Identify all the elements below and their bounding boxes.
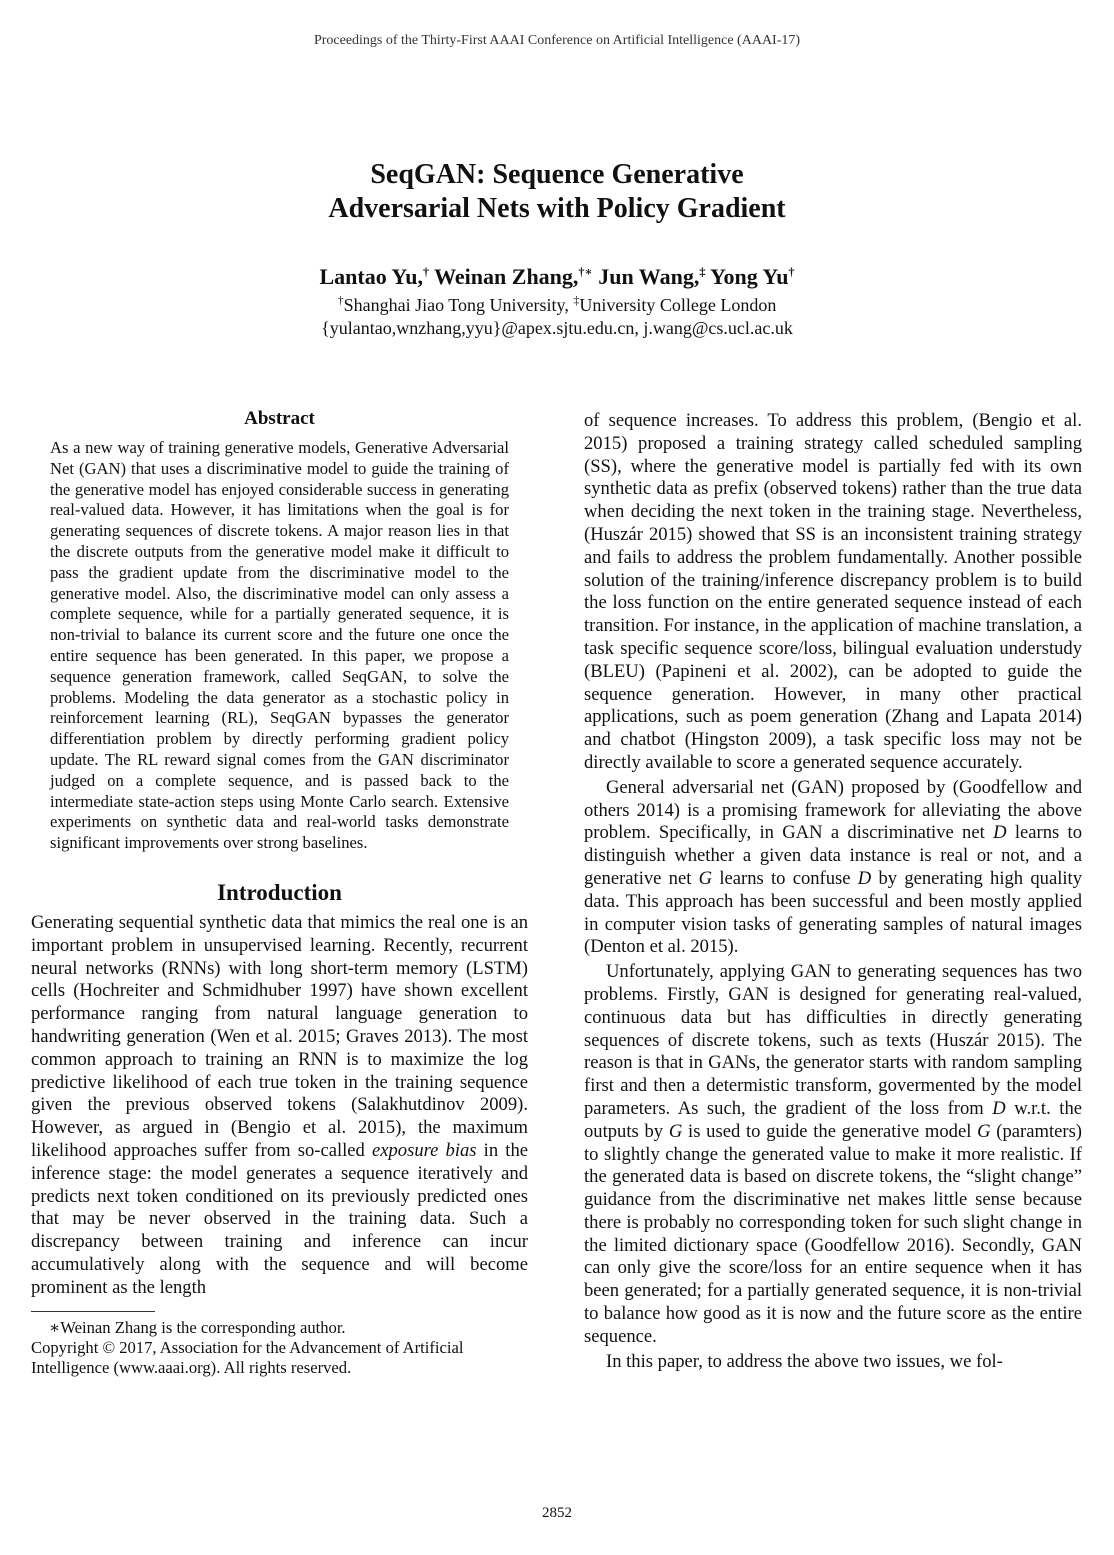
paper-title (0, 158, 1114, 226)
text-run: General adversarial net (GAN) proposed by (Goodfellow and others 2014) is a promising framework for alleviating the above problem. Specifically, in GAN a discriminative net (584, 776, 1082, 844)
math-symbol: D (857, 867, 872, 889)
math-symbol: G (698, 867, 713, 889)
running-head: Proceedings of the Thirty-First AAAI Conference on Artificial Intelligence (AAAI-17) (313, 33, 801, 48)
affiliation-mark: ‡ (573, 293, 580, 307)
body-paragraph (584, 961, 1082, 1349)
text-run: Unfortunately, applying GAN to generating sequences has two problems. Firstly, GAN is designed for generating real-valued, continuous data but has difficulties in directly generating sequences of discrete tokens, such as texts (Huszár 2015). The reason is that in GANs, the generator starts with random sampling first and then a determistic transform, govermented by the model parameters. As such, the gradient of the loss from (584, 961, 1082, 1119)
affiliations (0, 294, 1114, 340)
emphasis-term: exposure bias (371, 1139, 477, 1161)
title-line-2: Adversarial Nets with Policy Gradient (328, 193, 786, 224)
text-run: is used to guide the generative model (682, 1120, 978, 1142)
footnote-corresponding: ∗Weinan Zhang is the corresponding author. (49, 1318, 346, 1338)
author-emails: {yulantao,wnzhang,yyu}@apex.sjtu.edu.cn, j.wang@cs.ucl.ac.uk (321, 318, 793, 338)
copyright-notice: Copyright © 2017, Association for the Advancement of Artificial Intelligence (www.aaai.org). All rights reserved. (31, 1338, 464, 1378)
introduction-heading: Introduction (217, 879, 342, 905)
institution-line (0, 294, 1114, 317)
math-symbol: G (668, 1120, 683, 1142)
author-list (0, 264, 1114, 290)
affiliation-mark: † (423, 264, 430, 279)
abstract-text: As a new way of training generative models, Generative Adversarial Net (GAN) that uses a discriminative model to guide the training of the generative model has enjoyed considerable success in generating real-valued data. However, it has limitations when the goal is for generating sequences of discrete tokens. A major reason lies in that the discrete outputs from the generative model make it difficult to pass the gradient update from the discriminative model to the generative model. Also, the discriminative model can only assess a complete sequence, while for a partially generated sequence, it is non-trivial to balance its current score and the future one once the entire sequence has been generated. In this paper, we propose a sequence generation framework, called SeqGAN, to solve the problems. Modeling the data generator as a stochastic policy in reinforcement learning (RL), SeqGAN bypasses the generator differentiation problem by directly performing gradient policy update. The RL reward signal comes from the GAN discriminator judged on a complete sequence, and is passed back to the intermediate state-action steps using Monte Carlo search. Extensive experiments on synthetic data and real-world tasks demonstrate significant improvements over strong baselines. (50, 438, 509, 853)
body-paragraph (584, 777, 1082, 959)
text-run: w.r.t. the outputs by (584, 1097, 1082, 1142)
institution: Shanghai Jiao Tong University, (343, 295, 574, 315)
institution: University College London (579, 295, 777, 315)
text-run: learns to confuse (712, 867, 858, 889)
author-name: Jun Wang, (592, 264, 700, 289)
author-name: Weinan Zhang, (429, 264, 579, 289)
page-number: 2852 (542, 1505, 572, 1521)
math-symbol: D (992, 1097, 1006, 1119)
body-paragraph: of sequence increases. To address this problem, (Bengio et al. 2015) proposed a training strategy called scheduled sampling (SS), where the generative model is partially fed with its own synthetic data as prefix (observed tokens) rather than the true data when deciding the next token in the training stage. Nevertheless, (Huszár 2015) showed that SS is an inconsistent training strategy and fails to address the problem fundamentally. Another possible solution of the training/inference discrepancy problem is to build the loss function on the entire generated sequence instead of each transition. For instance, in the application of machine translation, a task specific sequence score/loss, bilingual evaluation understudy (BLEU) (Papineni et al. 2002), can be adopted to guide the sequence generation. However, in many other practical applications, such as poem generation (Zhang and Lapata 2014) and chatbot (Hingston 2009), a task specific loss may not be directly available to score a generated sequence accurately. (584, 410, 1082, 773)
body-paragraph: In this paper, to address the above two issues, we fol- (606, 1350, 1003, 1372)
text-run: by generating high quality data. This approach has been successful and been mostly applied in computer vision tasks of generating samples of natural images (Denton et al. 2015). (584, 867, 1083, 958)
left-column (31, 408, 528, 1378)
author-name: Lantao Yu, (319, 264, 424, 289)
affiliation-mark: † (337, 293, 344, 307)
intro-paragraph (31, 912, 528, 1300)
right-column (584, 410, 1082, 1373)
math-symbol: D (993, 822, 1007, 844)
author-name: Yong Yu (705, 264, 789, 289)
text-run: learns to distinguish whether a given data instance is real or not, and a generative net (584, 822, 1083, 889)
math-symbol: G (977, 1120, 991, 1142)
text-run: (paramters) to slightly change the generated value to make it more realistic. If the generated data is based on discrete tokens, the “slight change” guidance from the discriminative net makes little sense because there is probably no corresponding token for such slight change in the limited dictionary space (Goodfellow 2016). Secondly, GAN can only give the score/loss for an entire sequence when it has been generated; for a partially generated sequence, it is non-trivial to balance how good as it is now and the future score as the entire sequence. (584, 1120, 1082, 1347)
text-run: Generating sequential synthetic data that mimics the real one is an important problem in unsupervised learning. Recently, recurrent neural networks (RNNs) with long short-term memory (LSTM) cells (Hochreiter and Schmidhuber 1997) have shown excellent performance ranging from natural language generation to handwriting generation (Wen et al. 2015; Graves 2013). The most common approach to training an RNN is to maximize the log predictive likelihood of each true token in the training sequence given the previous observed tokens (Salakhutdinov 2009). However, as argued in (Bengio et al. 2015), the maximum likelihood approaches suffer from so-called (31, 911, 528, 1161)
affiliation-mark: †∗ (578, 264, 593, 279)
affiliation-mark: † (788, 264, 795, 279)
title-line-1: SeqGAN: Sequence Generative (370, 159, 744, 190)
text-run: in the inference stage: the model generates a sequence iteratively and predicts next token conditioned on its previously predicted ones that may be never observed in the training data. Such a discrepancy between training and inference can incur accumulatively along with the sequence and will become prominent as the length (31, 1139, 528, 1298)
affiliation-mark: ‡ (699, 264, 706, 279)
footnote-divider (31, 1311, 155, 1312)
abstract-heading: Abstract (244, 408, 315, 429)
